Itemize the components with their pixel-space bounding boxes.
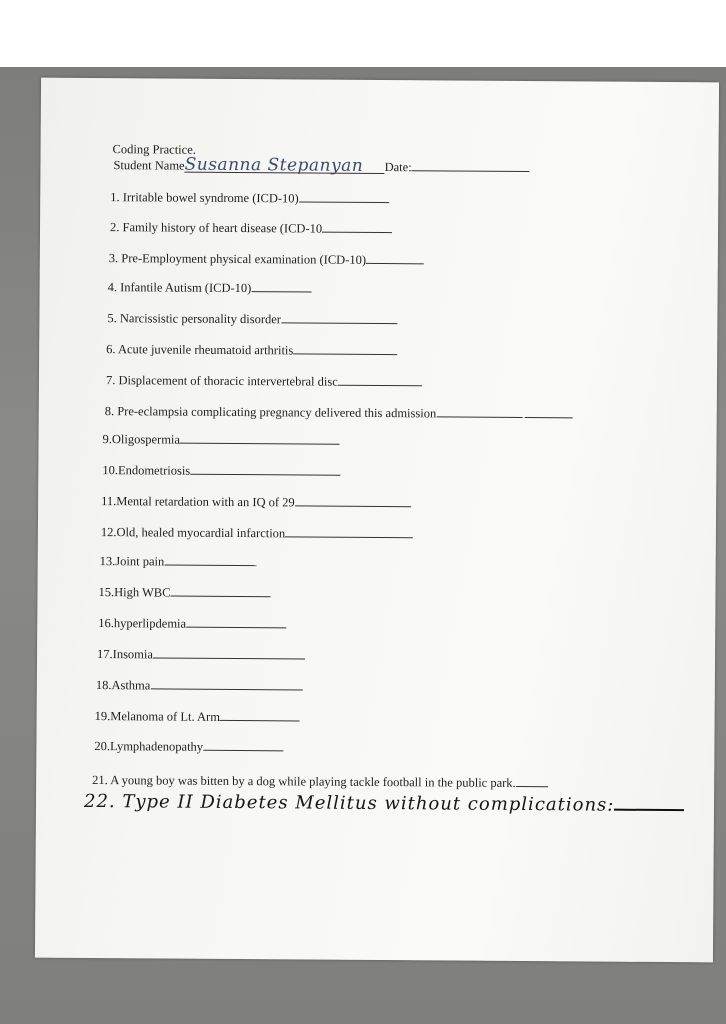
question-text: 8. Pre-eclampsia complicating pregnancy delivered this admission (104, 404, 437, 421)
question-21 (92, 772, 548, 790)
question-18 (96, 677, 303, 693)
worksheet-paper (35, 78, 719, 963)
answer-blank (150, 677, 302, 690)
answer-blank (322, 221, 392, 233)
question-22-handwritten (84, 791, 685, 816)
answer-blank-2 (524, 406, 572, 418)
answer-blank (186, 616, 286, 629)
question-text: 11.Mental retardation with an IQ of 29 (101, 494, 295, 510)
student-name-value: Susanna Stepanyan (185, 158, 385, 174)
question-3 (109, 250, 424, 267)
question-text: 19.Melanoma of Lt. Arm (94, 709, 220, 724)
question-9 (103, 431, 341, 448)
answer-blank (338, 374, 422, 387)
question-1 (110, 189, 389, 206)
question-text: 4. Infantile Autism (ICD-10) (107, 280, 252, 296)
question-text: 13.Joint pain (99, 554, 165, 569)
question-6 (106, 341, 397, 358)
question-16 (98, 615, 286, 631)
answer-blank (285, 525, 413, 538)
answer-blank (293, 342, 397, 355)
answer-blank (153, 646, 305, 659)
answer-blank (170, 585, 270, 598)
question-text: 9.Oligospermia (102, 432, 181, 447)
question-13 (100, 553, 257, 569)
answer-blank (190, 463, 340, 476)
date-blank (412, 159, 530, 172)
answer-blank (366, 252, 424, 264)
question-text: 2. Family history of heart disease (ICD-10 (109, 220, 323, 236)
question-17 (97, 646, 305, 662)
answer-blank (251, 280, 311, 292)
answer-blank (295, 494, 411, 507)
top-margin (0, 0, 726, 67)
question-text: 6. Acute juvenile rheumatoid arthritis (106, 342, 294, 358)
answer-blank (299, 190, 389, 203)
question-text: 7. Displacement of thoracic intervertebral disc (105, 373, 338, 389)
answer-blank (281, 311, 397, 324)
question-text: 17.Insomia (97, 647, 154, 662)
answer-blank (516, 775, 548, 787)
question-11 (101, 493, 411, 510)
student-name-label: Student Name (113, 158, 185, 173)
answer-blank (164, 554, 256, 567)
question-text: 3. Pre-Employment physical examination (ICD-10) (108, 251, 367, 267)
question-8 (105, 403, 573, 421)
question-7 (106, 372, 422, 389)
worksheet-title: Coding Practice. (112, 142, 196, 157)
question-text: 22. Type II Diabetes Mellitus without complications: (83, 790, 615, 816)
question-4 (108, 279, 312, 295)
student-name-row (113, 154, 529, 176)
question-text: 1. Irritable bowel syndrome (ICD-10) (110, 190, 299, 206)
question-20 (94, 738, 283, 754)
question-5 (107, 310, 397, 327)
question-19 (95, 708, 300, 724)
question-text: 21. A young boy was bitten by a dog while playing tackle football in the public park. (92, 773, 516, 790)
question-text: 18.Asthma (95, 678, 151, 693)
question-text: 16.hyperlipdemia (98, 616, 187, 631)
question-text: 15.High WBC (98, 585, 171, 600)
answer-blank (220, 709, 300, 722)
question-text: 5. Narcissistic personality disorder (107, 311, 282, 327)
question-12 (101, 524, 413, 541)
answer-blank (180, 432, 340, 445)
answer-blank (614, 795, 684, 811)
question-text: 10.Endometriosis (102, 463, 191, 478)
question-15 (98, 584, 270, 600)
question-2 (110, 219, 392, 236)
answer-blank (203, 739, 283, 752)
question-text: 12.Old, healed myocardial infarction (100, 525, 286, 541)
date-label: Date: (384, 160, 412, 175)
question-text: 20.Lymphadenopathy (94, 739, 204, 754)
question-10 (102, 462, 340, 479)
answer-blank (436, 405, 522, 418)
